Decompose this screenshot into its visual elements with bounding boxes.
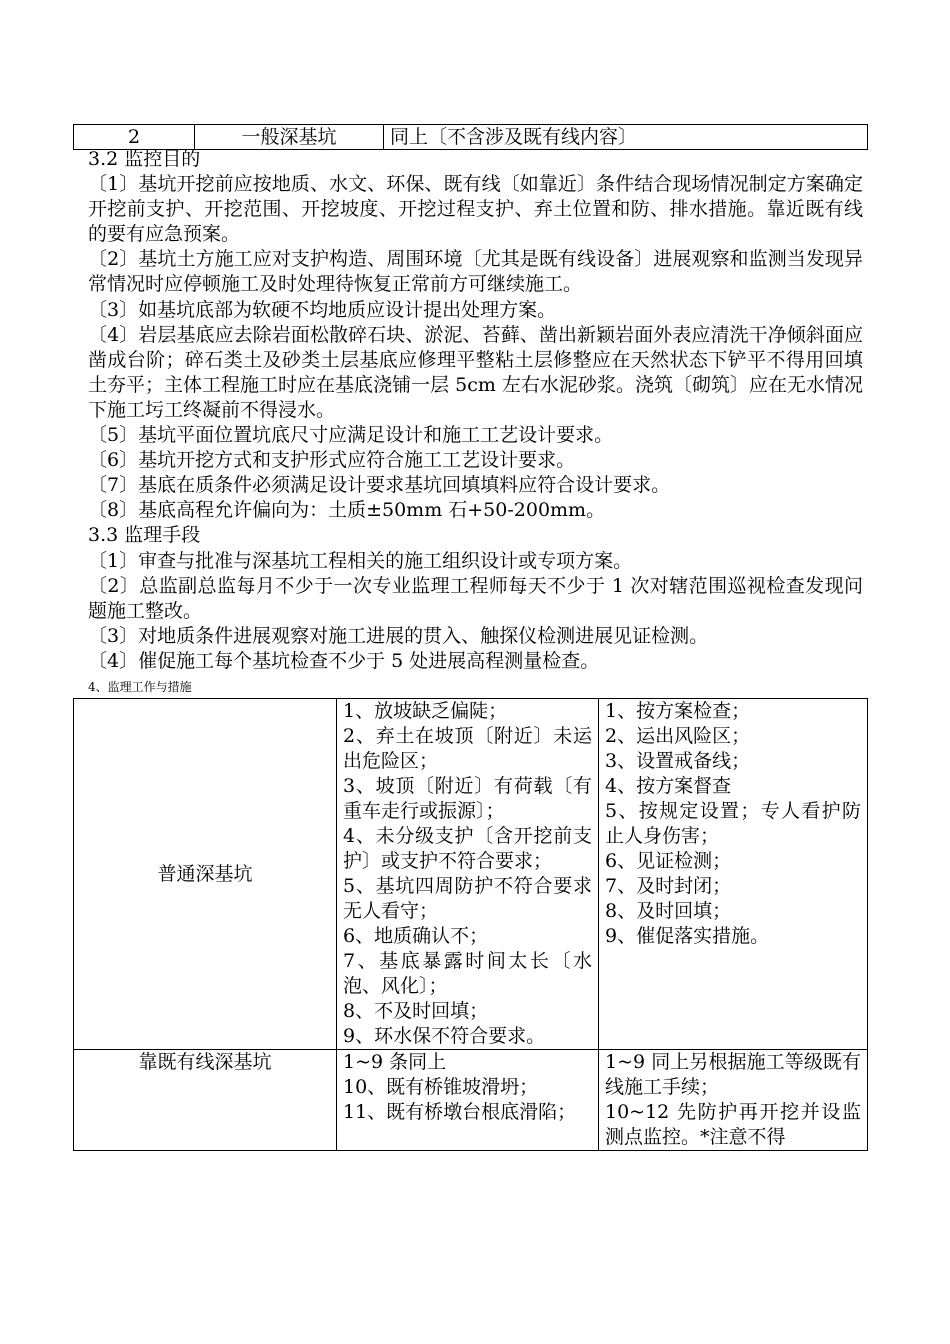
risk-item: 6、地质确认不； [343, 925, 489, 947]
paragraph: 〔6〕基坑开挖方式和支护形式应符合施工工艺设计要求。 [88, 449, 576, 472]
measure-item: 1、按方案检查； [605, 700, 751, 722]
risk-item: 1~9 条同上 [343, 1051, 447, 1073]
paragraph: 〔3〕如基坑底部为软硬不均地质应设计提出处理方案。 [88, 298, 557, 321]
paragraph: 〔5〕基坑平面位置坑底尺寸应满足设计和施工工艺设计要求。 [88, 424, 614, 447]
risk-item: 1、放坡缺乏偏陡； [343, 700, 508, 722]
risk-cell [337, 699, 599, 1050]
paragraph: 〔1〕审查与批准与深基坑工程相关的施工组织设计或专项方案。 [88, 549, 633, 572]
risk-item: 4、未分级支护〔含开挖前支护〕或支护不符合要求； [343, 825, 592, 872]
pit-type: 一般深基坑 [195, 125, 384, 150]
measure-item: 3、设置戒备线； [605, 750, 751, 772]
paragraph: 〔8〕基底高程允许偏向为：土质±50mm 石+50-200mm。 [88, 499, 606, 522]
risk-cell [337, 1050, 599, 1151]
paragraph: 〔7〕基底在质条件必须满足设计要求基坑回填填料应符合设计要求。 [88, 474, 671, 497]
paragraph: 〔2〕基坑土方施工应对支护构造、周围环境〔尤其是既有线设备〕进展观察和监测当发现异常情况时应停顿施工及时处理待恢复正常前方可继续施工。 [88, 248, 863, 296]
measure-item: 1~9 同上另根据施工等级既有线施工手续； [605, 1051, 861, 1098]
measure-item: 6、见证检测； [605, 850, 732, 872]
paragraph: 〔3〕对地质条件进展观察对施工进展的贯入、触探仪检测进展见证检测。 [88, 624, 709, 647]
risk-item: 8、不及时回填； [343, 1000, 489, 1022]
table-row [74, 1050, 868, 1151]
risk-item: 5、基坑四周防护不符合要求无人看守； [343, 875, 592, 922]
table-row [74, 125, 868, 150]
risk-item: 7、基底暴露时间太长〔水泡、风化〕； [343, 950, 592, 997]
pit-description: 同上〔不含涉及既有线内容〕 [384, 125, 868, 150]
table-row [74, 699, 868, 1050]
pit-type-cell: 靠既有线深基坑 [74, 1050, 337, 1151]
paragraph: 〔1〕基坑开挖前应按地质、水文、环保、既有线〔如靠近〕条件结合现场情况制定方案确定开挖前支护、开挖范围、开挖坡度、开挖过程支护、弃土位置和防、排水措施。靠近既有线的要有应急预案。 [88, 173, 863, 246]
row-number: 2 [74, 125, 195, 150]
pit-type-cell: 普通深基坑 [74, 699, 337, 1050]
risk-item: 3、坡顶〔附近〕有荷载〔有重车走行或振源〕； [343, 775, 592, 822]
measure-item: 2、运出风险区； [605, 725, 751, 747]
paragraph: 〔4〕岩层基底应去除岩面松散碎石块、淤泥、苔藓、凿出新颖岩面外表应清洗干净倾斜面应凿成台阶；碎石类土及砂类土层基底应修理平整粘土层修整应在天然状态下铲平不得用回填土夯平；主体工程施工时应在基底浇铺一层 5cm 左右水泥砂浆。浇筑〔砌筑〕应在无水情况下施工圬工终凝前不得浸水。 [88, 323, 863, 421]
measure-item: 4、按方案督查 [605, 775, 732, 797]
section-caption: 4、监理工作与措施 [88, 680, 192, 694]
measure-item: 7、及时封闭； [605, 875, 732, 897]
measure-item: 8、及时回填； [605, 900, 732, 922]
measure-item: 10~12 先防护再开挖并设监测点监控。*注意不得 [605, 1101, 861, 1148]
risk-item: 10、既有桥锥坡滑坍； [343, 1076, 539, 1098]
risk-item: 9、环水保不符合要求。 [343, 1025, 546, 1047]
risk-item: 11、既有桥墩台根底滑陷； [343, 1101, 577, 1123]
measure-cell [599, 1050, 868, 1151]
section-heading: 3.3 监理手段 [88, 524, 201, 547]
measure-item: 9、催促落实措施。 [605, 925, 770, 947]
measure-cell [599, 699, 868, 1050]
body-text [88, 147, 863, 674]
section-heading: 3.2 监控目的 [88, 148, 201, 170]
risk-item: 2、弃土在坡顶〔附近〕未运出危险区； [343, 725, 592, 772]
paragraph: 〔2〕总监副总监每月不少于一次专业监理工程师每天不少于 1 次对辖范围巡视检查发现问题施工整改。 [88, 574, 863, 622]
measure-item: 5、按规定设置；专人看护防止人身伤害； [605, 800, 861, 847]
measures-table [73, 698, 868, 1151]
paragraph: 〔4〕催促施工每个基坑检查不少于 5 处进展高程测量检查。 [88, 649, 600, 672]
